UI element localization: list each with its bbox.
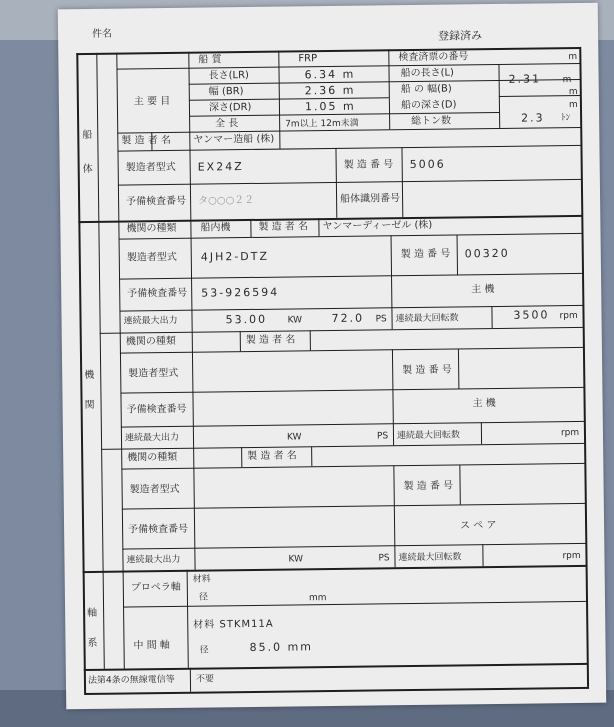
e2-rpm-unit: rpm	[560, 427, 580, 439]
e1-serial-label: 製 造 番 号	[400, 248, 451, 261]
e1-v2	[250, 219, 251, 237]
unit-m-3: m	[568, 99, 578, 111]
e1-maker-label: 製 造 者 名	[258, 221, 309, 233]
hv-6	[401, 147, 403, 217]
e1-model-label: 製造者型式	[126, 251, 177, 264]
e3-v3	[311, 446, 312, 466]
shaft-section-label: 軸系	[87, 607, 98, 650]
ship-depth-label: 船の深さ(D)	[400, 99, 457, 112]
e2-role: 主 機	[472, 398, 496, 410]
e3-v1	[193, 448, 195, 570]
e1-power-ps: 72.0	[331, 311, 365, 326]
e3-v5	[459, 464, 460, 504]
ship-length-label: 船の長さ(L)	[400, 67, 454, 80]
overall-length-label: 全 長	[215, 118, 239, 130]
e3-type-label: 機関の種類	[127, 451, 178, 464]
footer-v1	[190, 668, 191, 692]
e3-maker-label: 製 造 者 名	[247, 450, 297, 463]
main-dimensions-label: 主 要 目	[133, 95, 171, 108]
intermediate-shaft-label: 中 間 軸	[133, 640, 170, 652]
e2-serial-label: 製 造 番 号	[402, 364, 452, 377]
hull-prelim-value: タ○○○２２	[198, 194, 255, 207]
breadth-label: 幅 (BR)	[208, 86, 244, 98]
e3-v6	[482, 544, 483, 566]
hull-id-label: 船体識別番号	[340, 193, 401, 205]
e2-kw-unit: KW	[286, 432, 302, 443]
e1-maker-value: ヤンマーディーゼル (株)	[322, 219, 433, 233]
e1-power-label: 連続最大出力	[123, 315, 178, 327]
subject-label: 件名	[91, 28, 113, 40]
hull-serial-label: 製 造 番 号	[343, 159, 394, 171]
sh-r2	[84, 663, 588, 671]
e2-v5	[458, 348, 459, 388]
e2-model-label: 製造者型式	[128, 367, 179, 380]
overall-length-value: 7m以上 12m未満	[285, 118, 359, 130]
e2-ps-unit: PS	[376, 431, 389, 442]
prop-material-label: 材料	[192, 574, 211, 585]
length-value: 6.34 m	[304, 67, 356, 82]
e1-type-label: 機関の種類	[126, 222, 177, 235]
e1-v6	[491, 306, 492, 328]
e3-role: ス ペ ア	[460, 520, 497, 532]
hr-6	[117, 145, 581, 152]
propeller-shaft-label: プロペラ軸	[130, 581, 181, 594]
e3-v4	[393, 465, 395, 567]
e3-prelim-label: 予備検査番号	[128, 523, 189, 536]
intermediate-diameter-label: 径	[199, 645, 209, 656]
e1-r1	[119, 233, 583, 240]
prop-diameter-label: 径	[198, 592, 209, 603]
hr-7	[118, 179, 582, 186]
hull-maker-value: ヤンマー造船 (株)	[193, 133, 275, 146]
e1-kw-unit: KW	[287, 315, 303, 326]
e2-r3	[121, 421, 585, 428]
e2-prelim-label: 予備検査番号	[126, 403, 187, 416]
ship-breadth-label: 船 の 幅(B)	[400, 83, 452, 96]
hull-model-value: EX24Z	[197, 160, 244, 174]
registered-stamp: 登録済み	[438, 29, 483, 43]
frame-top	[76, 47, 580, 55]
gross-tonnage-value: 2.3	[521, 111, 545, 125]
depth-label: 深さ(DR)	[208, 101, 252, 114]
e2-v4	[392, 349, 394, 445]
e1-role: 主 機	[471, 284, 495, 296]
hull-serial-value: 5006	[409, 157, 446, 172]
depth-value: 1.05 m	[304, 99, 356, 114]
e2-v2	[240, 331, 241, 351]
e3-kw-unit: KW	[288, 554, 304, 565]
material-value: FRP	[298, 53, 318, 65]
radio-equipment-value: 不要	[195, 674, 215, 685]
section-col-1	[96, 53, 105, 669]
e2-v6	[481, 422, 482, 444]
unit-m-2: m	[568, 86, 578, 98]
e3-v2	[241, 447, 242, 467]
sh-v1	[187, 570, 189, 668]
e1-power-kw: 53.00	[225, 312, 268, 327]
intermediate-material: 材料 STKM11A	[193, 618, 274, 631]
e1-ps-unit: PS	[375, 314, 387, 325]
sh-r1	[123, 601, 587, 608]
e2-power-label: 連続最大出力	[124, 432, 180, 444]
length-label: 長さ(LR)	[208, 69, 249, 82]
hull-model-label: 製造者型式	[125, 161, 176, 174]
e3-rpm-unit: rpm	[562, 550, 581, 562]
hv-1	[188, 52, 191, 220]
e1-v4	[391, 235, 393, 329]
e1-rpm-value: 3500	[513, 308, 550, 322]
prop-diameter-unit: mm	[308, 593, 327, 604]
e1-type-value: 船内機	[200, 222, 231, 234]
gross-tonnage-unit: ﾄﾝ	[561, 113, 571, 124]
e1-model-value: 4JH2-DTZ	[200, 249, 270, 264]
e3-rpm-label: 連続最大回転数	[398, 552, 462, 564]
unit-m-1: m	[568, 51, 578, 63]
engine-section-label: 機関	[84, 369, 95, 412]
gross-tonnage-label: 総トン数	[411, 115, 452, 128]
e2-r1	[120, 347, 584, 354]
registration-form-sheet	[58, 3, 607, 710]
e2-v3	[310, 330, 311, 350]
hv-3	[388, 49, 390, 129]
e1-v1	[190, 220, 192, 332]
e1-serial-value: 00320	[464, 246, 510, 261]
hull-prelim-label: 予備検査番号	[126, 195, 187, 208]
e1-r4	[100, 327, 584, 334]
e1-rpm-label: 連続最大回転数	[395, 313, 459, 325]
e2-maker-label: 製 造 者 名	[245, 334, 296, 347]
e2-v1	[192, 332, 194, 448]
e1-v3	[318, 218, 319, 236]
hull-maker-label: 製 造 者 名	[121, 134, 171, 147]
e3-r3	[122, 543, 586, 550]
e1-rpm-unit: rpm	[559, 310, 578, 322]
e2-rpm-label: 連続最大回転数	[396, 430, 461, 442]
e1-prelim-value: 53-926594	[201, 285, 280, 300]
breadth-value: 2.36 m	[304, 83, 356, 98]
e3-model-label: 製造者型式	[129, 483, 180, 496]
inspection-number-label: 検査済票の番号	[398, 51, 469, 64]
e3-r2	[122, 503, 586, 510]
e3-serial-label: 製 造 番 号	[403, 480, 454, 493]
frame-bottom	[84, 687, 589, 695]
e3-power-label: 連続最大出力	[126, 554, 181, 566]
e3-ps-unit: PS	[378, 553, 390, 564]
e1-r2	[119, 273, 583, 280]
e1-prelim-label: 予備検査番号	[127, 287, 188, 300]
e2-type-label: 機関の種類	[125, 335, 176, 348]
ship-dim-value: 2.31	[508, 72, 542, 86]
e2-r2	[120, 387, 584, 394]
e3-r1	[121, 463, 585, 470]
material-label: 船 質	[198, 54, 222, 66]
intermediate-diameter-value: 85.0 mm	[249, 640, 314, 655]
e1-v5	[457, 234, 458, 274]
radio-equipment-label: 法第4条の無線電信等	[87, 674, 175, 687]
ship-dim-unit: m	[562, 75, 572, 86]
hull-section-label: 船体	[82, 129, 93, 176]
frame-right	[579, 47, 588, 687]
